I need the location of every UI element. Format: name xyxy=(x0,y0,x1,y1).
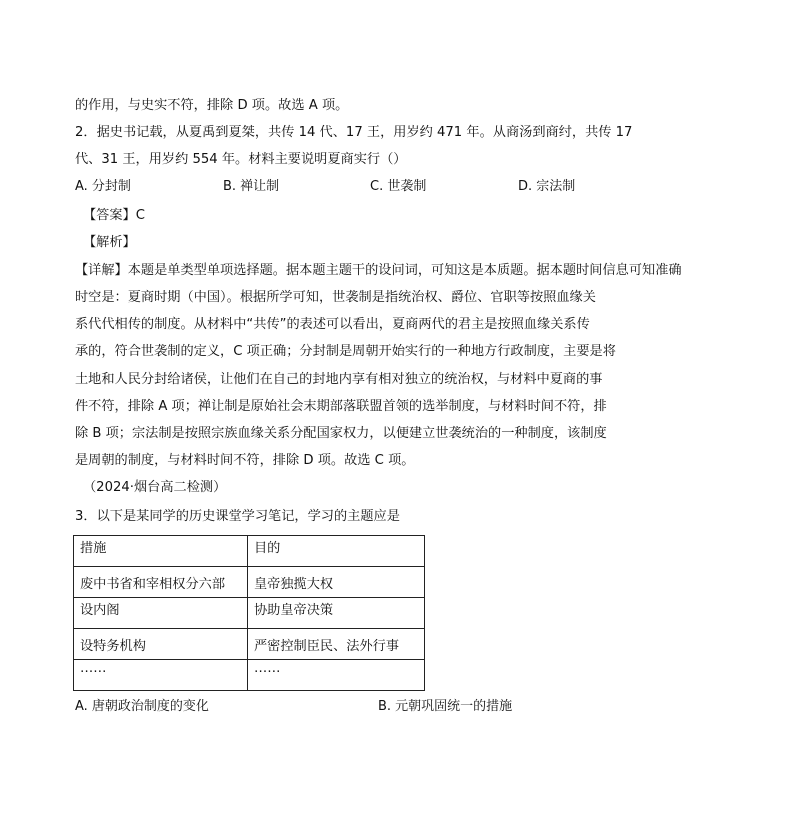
q2-option-d: D. 宗法制 xyxy=(518,179,576,194)
question-2-stem-line-1: 2．据史书记载，从夏禹到夏桀，共传 14 代、17 王，用岁约 471 年。从商汤到商纣，共传 17 xyxy=(75,125,633,140)
q2-option-c: C. 世袭制 xyxy=(370,179,427,194)
table-header-purpose: 目的 xyxy=(248,536,425,567)
table-row xyxy=(74,660,425,691)
table-cell: 废中书省和宰相权分六部 xyxy=(74,567,248,598)
detail-line-2: 时空是：夏商时期（中国）。根据所学可知，世袭制是指统治权、爵位、官职等按照血缘关 xyxy=(75,290,596,305)
table-cell: …… xyxy=(74,660,248,691)
question-3-stem: 3．以下是某同学的历史课堂学习笔记，学习的主题应是 xyxy=(75,509,400,524)
table-row xyxy=(74,598,425,629)
analysis-label: 【解析】 xyxy=(83,235,136,250)
text-line-1: 的作用，与史实不符，排除 D 项。故选 A 项。 xyxy=(75,98,349,113)
table-header-row xyxy=(74,536,425,567)
question-2-stem-line-2: 代、31 王，用岁约 554 年。材料主要说明夏商实行（） xyxy=(75,152,407,167)
question-source: （2024·烟台高二检测） xyxy=(83,480,227,495)
table-cell: …… xyxy=(248,660,425,691)
table-cell: 严密控制臣民、法外行事 xyxy=(248,629,425,660)
answer-label: 【答案】C xyxy=(83,208,145,223)
q2-option-a: A. 分封制 xyxy=(75,179,131,194)
detail-line-3: 系代代相传的制度。从材料中“共传”的表述可以看出，夏商两代的君主是按照血缘关系传 xyxy=(75,317,590,332)
table-row xyxy=(74,629,425,660)
table-row xyxy=(74,567,425,598)
q3-option-b: B. 元朝巩固统一的措施 xyxy=(378,699,513,714)
table-cell: 皇帝独揽大权 xyxy=(248,567,425,598)
detail-line-5: 土地和人民分封给诸侯，让他们在自己的封地内享有相对独立的统治权，与材料中夏商的事 xyxy=(75,372,603,387)
detail-line-8: 是周朝的制度，与材料时间不符，排除 D 项。故选 C 项。 xyxy=(75,453,415,468)
table-cell: 设内阁 xyxy=(74,598,248,629)
detail-line-6: 件不符，排除 A 项；禅让制是原始社会末期部落联盟首领的选举制度，与材料时间不符，排 xyxy=(75,399,607,414)
table-cell: 设特务机构 xyxy=(74,629,248,660)
study-notes-table xyxy=(73,535,425,691)
q3-option-a: A. 唐朝政治制度的变化 xyxy=(75,699,209,714)
q2-option-b: B. 禅让制 xyxy=(223,179,280,194)
detail-line-1: 【详解】本题是单类型单项选择题。据本题主题干的设问词，可知这是本质题。据本题时间信息可知准确 xyxy=(75,263,682,278)
table-header-measure: 措施 xyxy=(74,536,248,567)
table-cell: 协助皇帝决策 xyxy=(248,598,425,629)
detail-line-7: 除 B 项；宗法制是按照宗族血缘关系分配国家权力，以便建立世袭统治的一种制度，该制度 xyxy=(75,426,607,441)
detail-line-4: 承的，符合世袭制的定义，C 项正确；分封制是周朝开始实行的一种地方行政制度，主要是将 xyxy=(75,344,616,359)
